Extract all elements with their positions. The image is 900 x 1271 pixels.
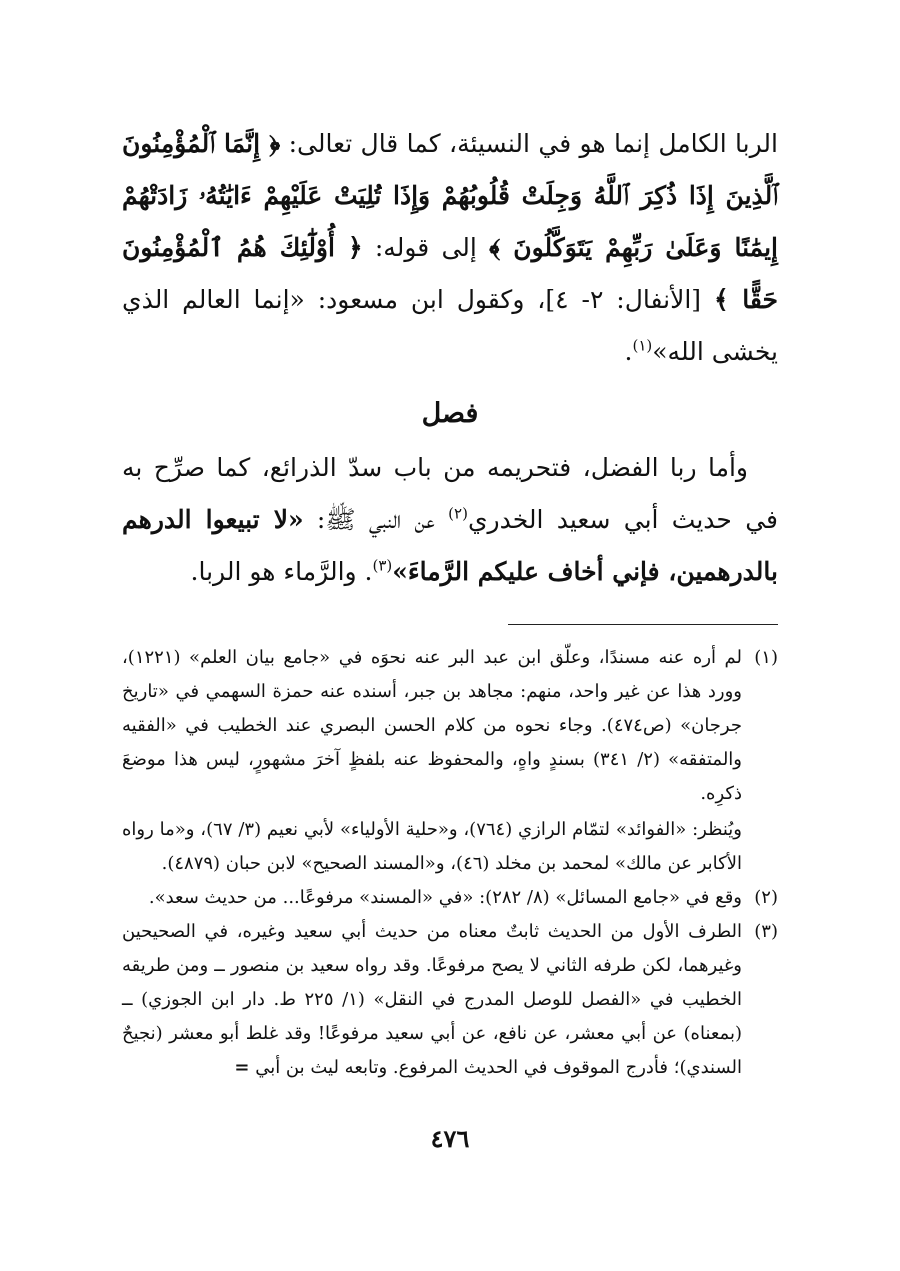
paragraph-2 [122, 442, 778, 598]
footnote-body [122, 915, 742, 1085]
continuation-mark: = [234, 1057, 250, 1078]
paragraph-1 [122, 118, 778, 378]
footnote-1 [122, 641, 778, 881]
section-title: فصل [421, 398, 479, 429]
footnote-number: (١) [754, 647, 778, 668]
footnote-body [122, 881, 742, 915]
para1-text-d: . [624, 337, 633, 366]
para1-text-c: [الأنفال: ٢- ٤]، وكقول ابن مسعود: «إنما العالم الذي يخشى الله» [122, 285, 778, 366]
para1-text-b: إلى قوله: [362, 233, 490, 262]
footnote-paragraph: وقع في «جامع المسائل» (٨/ ٢٨٢): «في «المسند» مرفوعًا... من حديث سعد». [148, 887, 742, 908]
footnote-number: (٢) [754, 887, 778, 908]
quran-verse-2: ﴿ أُوْلَٰٓئِكَ هُمُ ٱلْمُؤْمِنُونَ حَقًّا ﴾ [122, 233, 778, 314]
footnote-2 [122, 881, 778, 915]
footnote-text: الطرف الأول من الحديث ثابتٌ معناه من حديث أبي سعيد وغيره، في الصحيحين وغيرهما، لكن طرفه الثاني لا يصح مرفوعًا. وقد رواه سعيد بن منصور ــ ومن طريقه الخطيب في «الفصل للوصل المدرج في النقل» (١/ ٢٢٥ ط. دار ابن الجوزي) ــ (بمعناه) عن أبي معشر، عن نافع، عن أبي سعيد مرفوعًا! وقد غلط أبو معشر (نجيحٌ السندي)؛ فأدرج الموقوف في الحديث المرفوع. وتابعه ليث بن أبي [122, 921, 742, 1078]
footnote-ref-2[interactable]: (٢) [448, 504, 468, 523]
page-content [122, 118, 778, 1085]
footnote-paragraph [122, 915, 742, 1085]
quran-verse-1: ﴿ إِنَّمَا ٱلْمُؤْمِنُونَ ٱلَّذِينَ إِذَا ذُكِرَ ٱللَّهُ وَجِلَتْ قُلُوبُهُمْ وَإِذَا تُلِيَتْ عَلَيْهِمْ ءَايَٰتُهُۥ زَادَتْهُمْ إِيمَٰنًا وَعَلَىٰ رَبِّهِمْ يَتَوَكَّلُونَ ﴾ [122, 129, 778, 262]
para1-text-a: الربا الكامل إنما هو في النسيئة، كما قال تعالى: [280, 129, 778, 158]
footnote-body [122, 641, 742, 881]
footnote-number: (٣) [754, 921, 778, 942]
para2-text-a: وأما ربا الفضل، فتحريمه من باب سدّ الذرائع، كما صرِّح به في حديث أبي سعيد الخدري [122, 453, 778, 534]
footnotes [122, 641, 778, 1085]
footnote-paragraph: لم أره عنه مسندًا، وعلّق ابن عبد البر عنه نحوَه في «جامع بيان العلم» (١٢٢١)، وورد هذا عن غير واحد، منهم: مجاهد بن جبر، أسنده عنه حمزة السهمي في «تاريخ جرجان» (ص٤٧٤). وجاء نحوه من كلام الحسن البصري عند الخطيب في «الفقيه والمتفقه» (٢/ ٣٤١) بسندٍ واهٍ، والمحفوظ عنه بلفظٍ آخرَ مشهورٍ، ليس هذا موضعَ ذكرِه. [122, 647, 742, 804]
footnote-ref-1[interactable]: (١) [632, 336, 653, 355]
para2-text-b: عن النبي ﷺ: [303, 505, 449, 534]
footnote-paragraph: ويُنظر: «الفوائد» لتمّام الرازي (٧٦٤)، و«حلية الأولياء» لأبي نعيم (٣/ ٦٧)، و«ما رواه الأكابر عن مالك» لمحمد بن مخلد (٤٦)، و«المسند الصحيح» لابن حبان (٤٨٧٩). [122, 819, 742, 874]
hadith-quote: «لا تبيعوا الدرهم بالدرهمين، فإني أخاف عليكم الرَّماءَ» [122, 505, 778, 586]
page-number: ٤٧٦ [430, 1124, 470, 1153]
footnote-ref-3[interactable]: (٣) [372, 556, 393, 575]
footnote-3 [122, 915, 778, 1085]
footnote-divider [508, 624, 778, 625]
para2-text-c: . والرَّماء هو الربا. [190, 557, 373, 586]
